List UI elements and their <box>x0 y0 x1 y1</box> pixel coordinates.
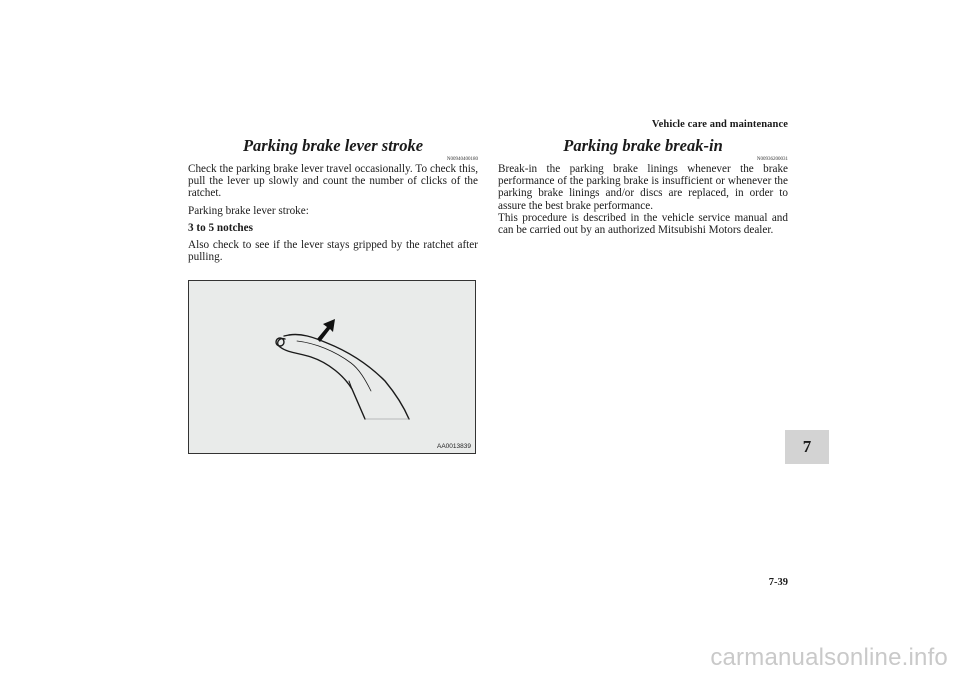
section-title-break-in: Parking brake break-in <box>563 136 723 155</box>
paragraph: Check the parking brake lever travel occasionally. To check this, pull the lever up slowly and count the number of clicks of the ratchet. <box>188 163 478 200</box>
stroke-value: 3 to 5 notches <box>188 221 253 234</box>
section-header: Vehicle care and maintenance <box>651 119 788 130</box>
paragraph: Parking brake lever stroke: <box>188 204 309 217</box>
paragraph: Also check to see if the lever stays gripped by the ratchet after pulling. <box>188 239 478 264</box>
watermark: carmanualsonline.info <box>710 644 948 671</box>
chapter-tab <box>785 430 829 464</box>
paragraph: This procedure is described in the vehicle service manual and can be carried out by an authorized Mitsubishi Motors dealer. <box>498 211 788 237</box>
page-number: 7-39 <box>768 577 788 588</box>
reference-code: N00936200031 <box>756 157 788 162</box>
pull-up-arrow-icon <box>317 319 335 342</box>
parking-brake-lever-icon <box>189 281 477 455</box>
chapter-number: 7 <box>802 437 812 456</box>
right-column <box>498 136 788 236</box>
section-title-lever-stroke: Parking brake lever stroke <box>242 136 424 155</box>
reference-code: N00940400180 <box>446 157 478 162</box>
lever-illustration <box>188 280 476 454</box>
paragraph: Break-in the parking brake linings whenever the brake performance of the parking brake is insufficient or whenever the parking brake linings and/or discs are replaced, in order to assure the best brake performance. <box>498 163 788 212</box>
figure-code: AA0013839 <box>437 443 471 450</box>
left-column <box>188 136 478 263</box>
